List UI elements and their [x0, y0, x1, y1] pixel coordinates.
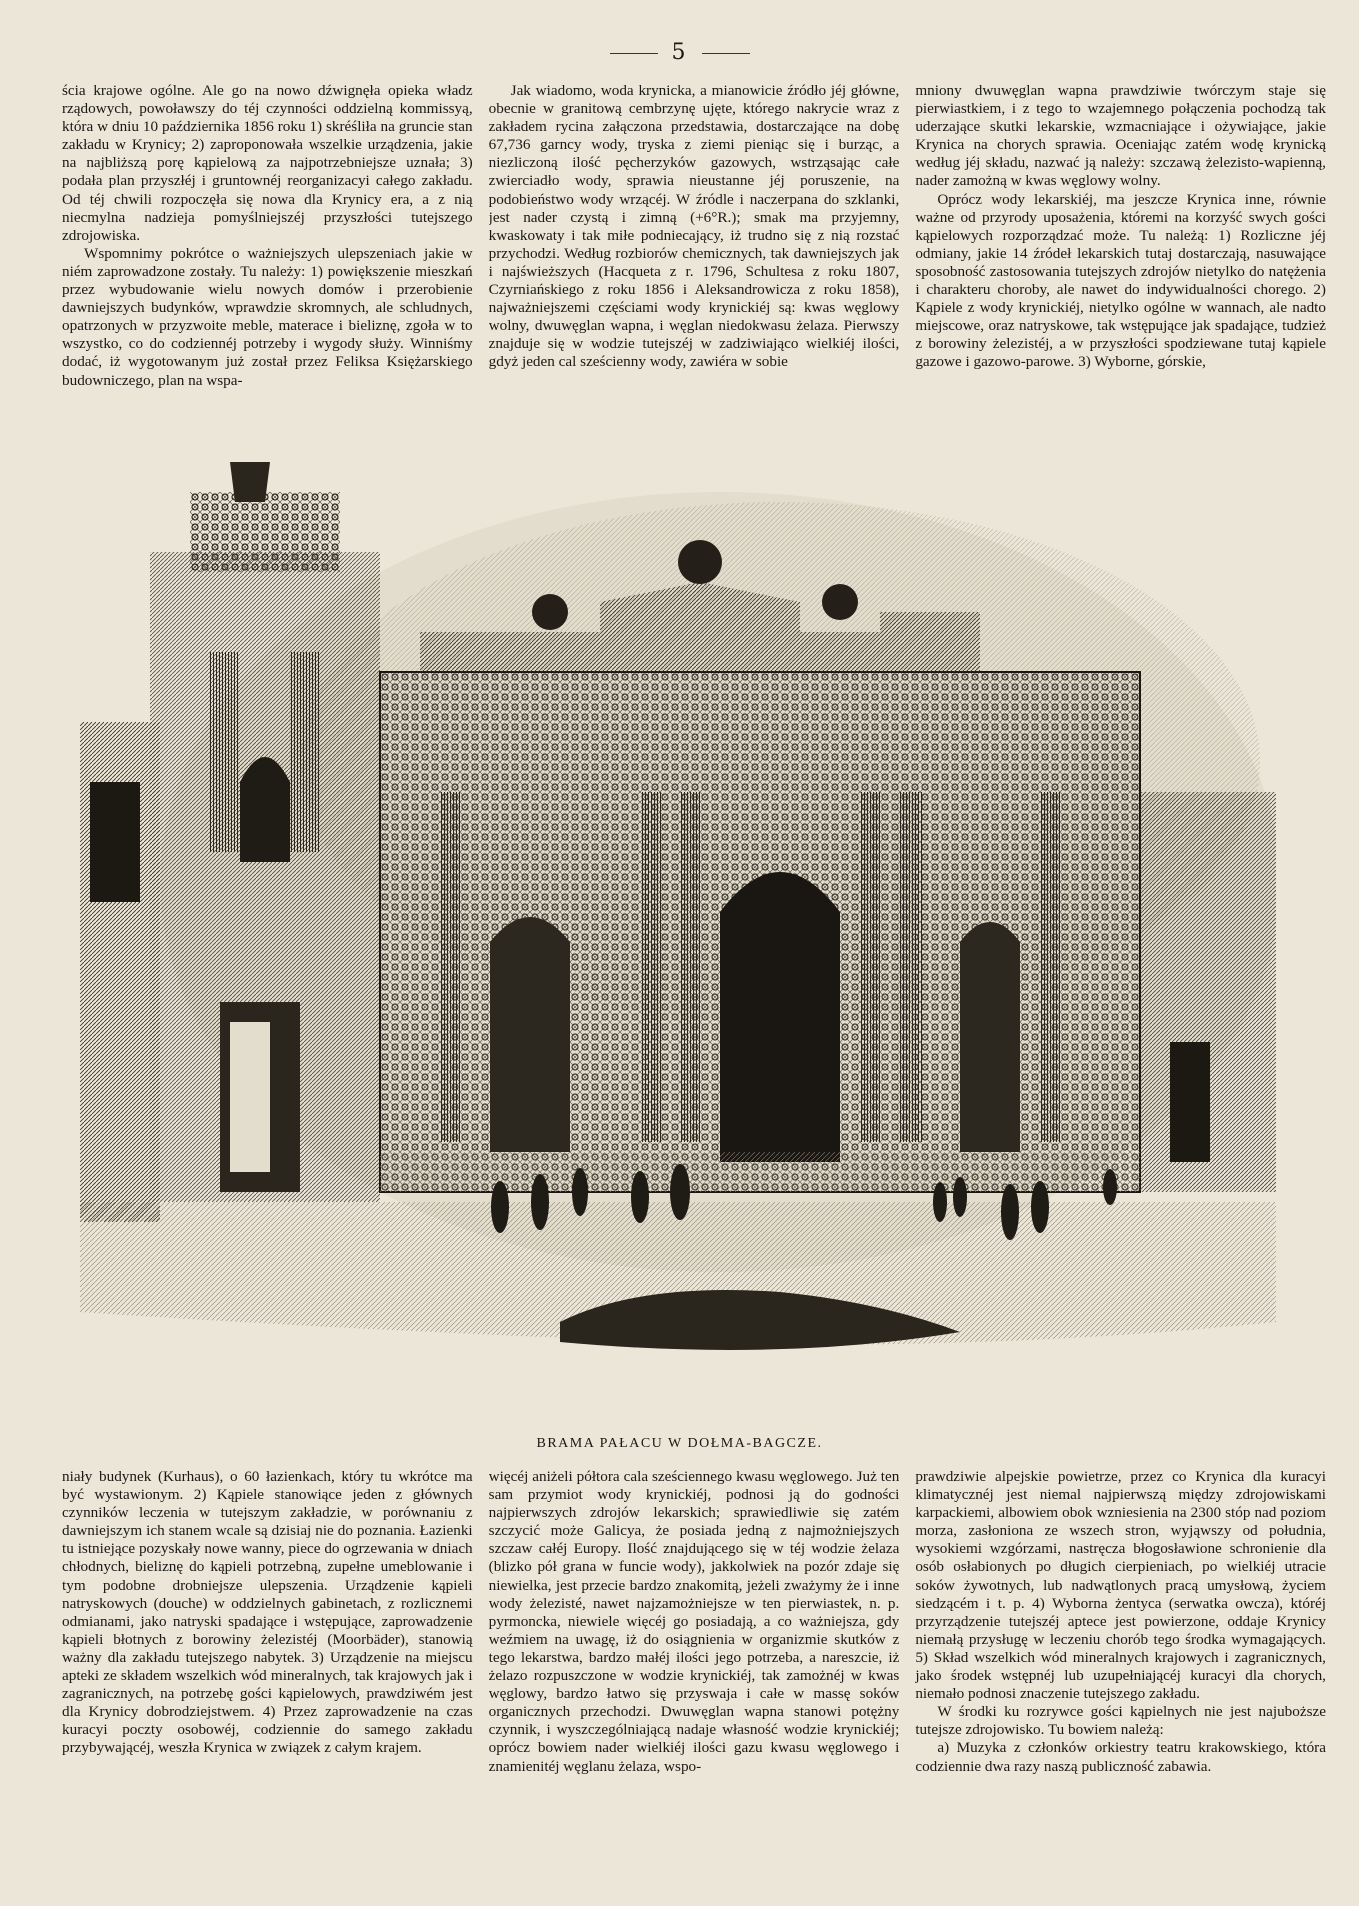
- bottom-column-2: [489, 1468, 900, 1888]
- paragraph: Jak wiadomo, woda krynicka, a mianowicie źródło jéj główne, obecnie w granitową cembrzynę ujęte, którego nakrycie wraz z zakładem rycina załączona przedstawia, dostarczające na dobę 67,736 garncy wody, tryska z ziemi pieniąc się i burząc, a niezliczoną ilość pęcherzyków gazowych, wstrząsając całe zwierciadło wody, sprawia nieustanne jéj poruszenie, na podobieństwo wody wrzącéj. W źródle i naczerpana do szklanki, jest nader czystą i zimną (+6°R.); smak ma przyjemny, kwaskowaty i tak miłe podniecający, iż trudno się z nią rozstać przychodzi. Według rozbiorów chemicznych, tak dawniejszych jak i najświeższych (Hacqueta z r. 1796, Schultesa z roku 1807, Czyrniańskiego z roku 1856 i Aleksandrowicza z roku 1858), najważniejszemi częściami wody krynickiéj są: kwas węglowy wolny, dwuwęglan wapna, i węglan niedokwasu żelaza. Pierwszy znajduje się w wodzie tutejszéj w zadziwiająco wielkiéj ilości, gdyż jeden cal sześcienny wody, zawiéra w sobie: [488, 82, 900, 371]
- bottom-column-3: [915, 1468, 1326, 1888]
- paragraph: niały budynek (Kurhaus), o 60 łazienkach, który tu wkrótce ma być wystawionym. 2) Kąpiele stanowiące jeden z głównych czynników leczenia w tutejszym zakładzie, w porównaniu z dawniejszym ich stanem wcale są dzisiaj nie do poznania. Łazienki tu istniejące pozyskały nowe wanny, piece do ogrzewania w dniach chłodnych, bieliznę do kąpieli potrzebną, zupełne umeblowanie i tym podobne drobniejsze ulepszenia. Urządzenie kąpieli natryskowych (douche) w oddzielnych gabinetach, z rozlicznemi odmianami, jako natryski spadające i wstępujące, zaprowadzenie kąpieli błotnych z borowiny żelezistéj (Moorbäder), stanowią ważny dla zakładu tutejszego nabytek. 3) Urządzenie na miejscu apteki ze składem wszelkich wód mineralnych, tak krajowych jak i zagranicznych, na potrzebę gości kąpielowych, prawdziwém jest dla Krynicy dobrodziejstwem. 4) Przez zaprowadzenie na czas kuracyi poczty osobowéj, codziennie do samego zakładu przybywającéj, weszła Krynica w związek z całym krajem.: [62, 1468, 473, 1757]
- paragraph: prawdziwie alpejskie powietrze, przez co Krynica dla kuracyi klimatycznéj jest niemal najpierwszą między zdrojowiskami karpackiemi, albowiem obok wzniesienia na 2300 stóp nad poziom morza, zasłoniona ze wszech stron, wyjąwszy od południa, wysokiemi wzgórzami, nastręcza błogosławione schronienie dla osób osłabionych po długich cierpieniach, po wielkiéj utracie soków żywotnych, lub nadwątlonych pracą umysłową, życiem siedzącém i t. p. 4) Wyborna żentyca (serwatka owcza), któréj przyrządzenie tutejszéj aptece jest powierzone, oddaje Krynicy niemałą przysługę w leczeniu chorób tego środka wymagających. 5) Skład wszelkich wód mineralnych krajowych i zagranicznych, jako środek wstępnéj lub uzupełniającéj kuracyi dla chorych, niemało podnosi znaczenie tutejszego zakładu.: [915, 1468, 1326, 1703]
- paragraph: Oprócz wody lekarskiéj, ma jeszcze Krynica inne, równie ważne od przyrody uposażenia, któremi na korzyść swych gości kąpielowych rozporządzać może. Tu należą: 1) Rozliczne jéj odmiany, jakie 14 źródeł lekarskich tutaj dostarczają, nasuwające sposobność zastosowania tutejszych zdrojów nietylko do natężenia i charakteru choroby, ale nawet do indywidualności chorego. 2) Kąpiele z wody krynickiéj, nietylko ogólne w wannach, ale nadto miejscowe, oraz natryskowe, tak wstępujące jak spadające, tudzież z borowiny żelezistéj, a w przyszłości spodziewane tutaj kąpiele gazowe i gazowo-parowe. 3) Wyborne, górskie,: [915, 190, 1326, 371]
- bottom-column-1: [62, 1468, 473, 1888]
- paragraph: mniony dwuwęglan wapna prawdziwie twórczym staje się pierwiastkiem, i z tego to wzajemnego połączenia pochodzą tak uderzające skutki lekarskie, wzmacniające i ożywiające, jakie Krynica na chorych sprawia. Oceniając zatém wodę krynicką według jéj składu, nazwać ją należy: szczawą żelezisto-wapienną, nader zamożną w kwas węglowy wolny.: [915, 82, 1326, 190]
- illustration-caption: BRAMA PAŁACU W DOŁMA-BAGCZE.: [536, 1436, 823, 1451]
- page-number: [0, 40, 1359, 65]
- page-number-text: 5: [671, 40, 688, 65]
- paragraph: a) Muzyka z członków orkiestry teatru krakowskiego, która codziennie dwa razy naszą publiczność zabawia.: [915, 1739, 1326, 1775]
- palace-gate-engraving-image: [80, 462, 1276, 1434]
- paragraph: więcéj aniżeli półtora cala sześciennego kwasu węglowego. Już ten sam przymiot wody krynickiéj, podnosi ją do godności najpierwszych zdrojów lekarskich; sprawiedliwie się zatém szczycić może Galicya, że posiada jedną z najmożniejszych szczaw całéj Europy. Ilość znajdującego się w téj wodzie żelaza (blizko pół grana w funcie wody), jakkolwiek na pozór zdaje się niewielka, jest przecie bardzo znakomitą, jeżeli zważymy że i inne wody żelezisté, nawet najzamożniejsze w ten pierwiastek, n. p. pyrmoncka, niewiele więcéj go posiadają, a co ważniejsza, gdy weźmiem na uwagę, iż do osiągnienia w organizmie skutków z tego lekarstwa, bardzo małéj ilości jego potrzeba, a nareszcie, iż żelazo rozpuszczone w wodzie krynickiéj, tak zamożnéj w kwas węglowy, bardzo łatwo się przyswaja i całe w massę soków organicznych przechodzi. Dwuwęglan wapna stanowi potężny czynnik, i wyszczególniającą nadaje własność wodzie krynickiéj; oprócz bowiem nader wielkiéj ilości gazu kwasu węglowego i znamienitéj węglanu żelaza, wspo-: [488, 1468, 900, 1775]
- paragraph: W środki ku rozrywce gości kąpielnych nie jest najuboższe tutejsze zdrojowisko. Tu bowiem należą:: [915, 1703, 1326, 1739]
- engraving-palace-gate: [80, 462, 1276, 1434]
- top-column-3: [915, 82, 1326, 454]
- bottom-text-columns: [62, 1468, 1326, 1888]
- top-column-2: [489, 82, 900, 454]
- top-column-1: [62, 82, 473, 454]
- paragraph: ścia krajowe ogólne. Ale go na nowo dźwignęła opieka władz rządowych, powoławszy do téj czynności oddzielną kommissyą, która w dniu 10 października 1856 roku 1) skréśliła na gruncie stan zakładu w Krynicy; 2) zaproponowała wszelkie urządzenia, jakie na najbliższą porę kąpielową za najpotrzebniejsze uznała; 3) podała plan przyszłéj i gruntownéj reorganizacyi całego zakładu. Od téj chwili rozpoczęła się nowa dla Krynicy era, a z nią niecmylna nadzieja pomyślniejszéj przyszłości tutejszego zdrojowiska.: [62, 82, 473, 244]
- top-text-columns: [62, 82, 1326, 454]
- paragraph: Wspomnimy pokrótce o ważniejszych ulepszeniach jakie w niém zaprowadzone zostały. Tu należy: 1) powiększenie mieszkań przez wybudowanie wielu nowych domów i przerobienie dawniejszych budynków, wprawdzie skromnych, ale schludnych, opatrzonych w przyzwoite meble, materace i bieliznę, zgoła w to wszystko, co do codziennéj potrzeby i wygody służy. Winniśmy dodać, iż wygotowanym już został przez Feliksa Księżarskiego budowniczego, plan na wspa-: [62, 244, 473, 389]
